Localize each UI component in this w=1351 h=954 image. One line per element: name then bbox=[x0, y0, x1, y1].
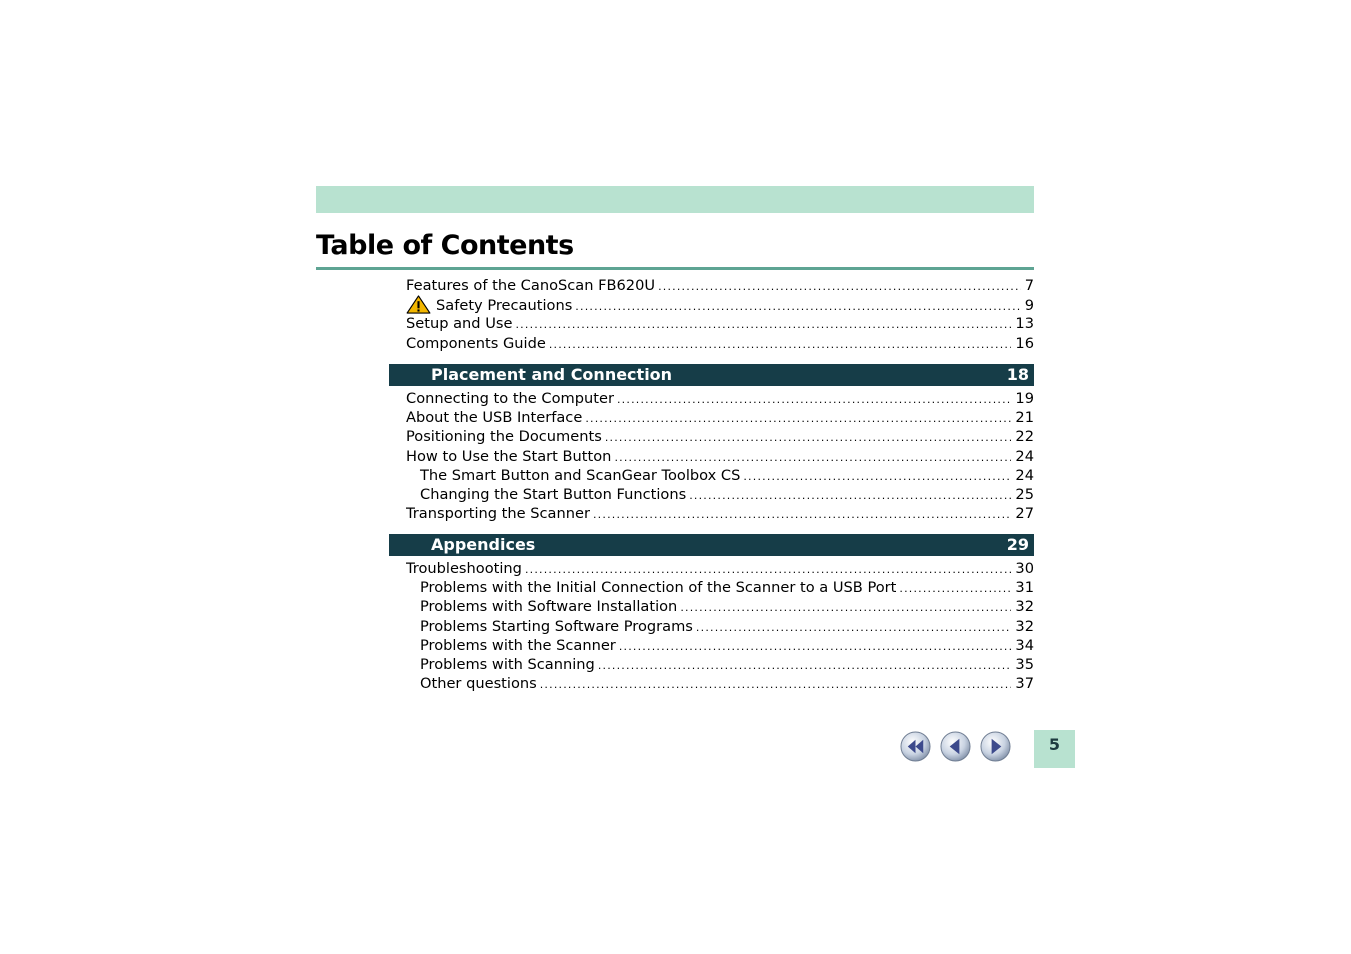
toc-entry-text: Safety Precautions bbox=[436, 297, 573, 315]
toc-entry-page: 32 bbox=[1015, 617, 1034, 635]
toc-entry-text: Other questions bbox=[420, 675, 537, 693]
toc-entry[interactable] bbox=[406, 597, 1034, 616]
dot-leader bbox=[540, 675, 1012, 693]
dot-leader bbox=[617, 390, 1011, 408]
toc-entry-page: 13 bbox=[1015, 315, 1034, 333]
dot-leader bbox=[549, 335, 1012, 353]
toc-entry-label bbox=[420, 597, 677, 616]
toc-entry[interactable] bbox=[406, 408, 1034, 427]
toc-entry-page: 32 bbox=[1015, 598, 1034, 616]
page-navigation bbox=[900, 731, 1011, 762]
toc-entry-label bbox=[420, 636, 616, 655]
toc-entry-page: 7 bbox=[1024, 277, 1034, 294]
toc-entry-page: 16 bbox=[1015, 334, 1034, 352]
dot-leader bbox=[575, 297, 1020, 314]
toc-entry-text: Troubleshooting bbox=[406, 560, 522, 577]
toc-entry[interactable] bbox=[406, 655, 1034, 674]
toc-entry-page: 27 bbox=[1015, 505, 1034, 523]
dot-leader bbox=[658, 277, 1021, 295]
toc-entry-label bbox=[420, 617, 693, 636]
toc-entry-text: Setup and Use bbox=[406, 315, 513, 333]
section-label: Placement and Connection bbox=[431, 365, 673, 384]
toc-group-placement bbox=[406, 389, 1034, 523]
dot-leader bbox=[605, 428, 1012, 446]
toc-entry-text: How to Use the Start Button bbox=[406, 447, 612, 465]
dot-leader bbox=[619, 637, 1012, 655]
toc-entry-label bbox=[420, 578, 896, 597]
next-page-icon[interactable] bbox=[980, 731, 1011, 762]
toc-entry-page: 24 bbox=[1015, 466, 1034, 484]
previous-page-icon[interactable] bbox=[940, 731, 971, 762]
dot-leader bbox=[593, 505, 1011, 523]
toc-entry-text: About the USB Interface bbox=[406, 409, 583, 427]
toc-entry[interactable] bbox=[406, 636, 1034, 655]
toc-entry-page: 24 bbox=[1015, 447, 1034, 465]
toc-entry[interactable] bbox=[406, 578, 1034, 597]
toc-entry-label bbox=[420, 674, 537, 693]
page-number: 5 bbox=[1048, 735, 1061, 754]
toc-entry[interactable] bbox=[406, 485, 1034, 504]
dot-leader bbox=[899, 579, 1011, 597]
dot-leader bbox=[696, 618, 1012, 636]
toc-entry-label bbox=[406, 314, 512, 333]
toc-entry-label bbox=[406, 559, 522, 578]
toc-entry[interactable] bbox=[406, 447, 1034, 466]
toc-entry-label bbox=[420, 485, 686, 504]
first-page-icon[interactable] bbox=[900, 731, 931, 762]
toc-entry-text: The Smart Button and ScanGear Toolbox CS bbox=[420, 466, 741, 484]
toc-entry-page: 34 bbox=[1015, 636, 1034, 654]
section-label: Appendices bbox=[431, 535, 536, 554]
toc-entry[interactable] bbox=[406, 295, 1034, 314]
dot-leader bbox=[743, 467, 1011, 485]
page-title: Table of Contents bbox=[316, 230, 574, 261]
header-band bbox=[316, 186, 1034, 213]
toc-entry-page: 30 bbox=[1015, 560, 1034, 577]
toc-entry[interactable] bbox=[406, 276, 1034, 295]
toc-entry-text: Components Guide bbox=[406, 334, 546, 352]
dot-leader bbox=[614, 448, 1011, 466]
toc-entry-text: Problems Starting Software Programs bbox=[420, 617, 693, 635]
toc-entry[interactable] bbox=[406, 466, 1034, 485]
toc-entry-label bbox=[406, 334, 546, 353]
toc-entry-label bbox=[406, 504, 590, 523]
toc-entry-label bbox=[420, 466, 740, 485]
section-header-placement[interactable] bbox=[389, 364, 1034, 386]
toc-entry-page: 21 bbox=[1015, 409, 1034, 427]
toc-entry-page: 9 bbox=[1024, 297, 1034, 315]
toc-entry-label bbox=[406, 276, 655, 295]
toc-entry-page: 25 bbox=[1015, 485, 1034, 503]
toc-entry-text: Positioning the Documents bbox=[406, 428, 602, 446]
warning-icon bbox=[406, 295, 431, 314]
toc-entry[interactable] bbox=[406, 504, 1034, 523]
toc-entry[interactable] bbox=[406, 674, 1034, 693]
toc-entry[interactable] bbox=[406, 427, 1034, 446]
toc-entry[interactable] bbox=[406, 559, 1034, 578]
dot-leader bbox=[689, 486, 1011, 504]
toc-entry-page: 37 bbox=[1015, 675, 1034, 693]
toc-entry[interactable] bbox=[406, 314, 1034, 333]
toc-entry-text: Transporting the Scanner bbox=[406, 505, 590, 523]
toc-entry-label bbox=[406, 295, 572, 314]
toc-entry-text: Changing the Start Button Functions bbox=[420, 485, 687, 503]
section-header-appendices[interactable] bbox=[389, 534, 1034, 556]
toc-group-intro bbox=[406, 276, 1034, 353]
dot-leader bbox=[525, 560, 1011, 578]
dot-leader bbox=[515, 315, 1011, 333]
section-page: 18 bbox=[1006, 365, 1029, 384]
toc-entry-text: Connecting to the Computer bbox=[406, 390, 614, 407]
toc-entry-text: Problems with the Initial Connection of the Scanner to a USB Port bbox=[420, 579, 897, 597]
toc-entry[interactable] bbox=[406, 389, 1034, 408]
toc-entry-text: Problems with Software Installation bbox=[420, 598, 678, 616]
toc-entry-page: 19 bbox=[1015, 390, 1034, 407]
dot-leader bbox=[585, 409, 1011, 427]
dot-leader bbox=[598, 656, 1012, 674]
title-underline bbox=[316, 267, 1034, 270]
toc-entry-label bbox=[406, 427, 602, 446]
toc-entry-label bbox=[406, 389, 614, 408]
toc-entry-label bbox=[406, 408, 582, 427]
toc-entry-label bbox=[420, 655, 595, 674]
toc-entry-page: 31 bbox=[1015, 579, 1034, 597]
page-number-box bbox=[1034, 730, 1075, 768]
toc-group-appendices bbox=[406, 559, 1034, 693]
toc-entry[interactable] bbox=[406, 617, 1034, 636]
toc-entry-page: 35 bbox=[1015, 655, 1034, 673]
section-page: 29 bbox=[1006, 535, 1029, 554]
toc-entry-page: 22 bbox=[1015, 428, 1034, 446]
toc-entry[interactable] bbox=[406, 334, 1034, 353]
toc-entry-text: Features of the CanoScan FB620U bbox=[406, 277, 656, 294]
toc-entry-label bbox=[406, 447, 611, 466]
dot-leader bbox=[680, 598, 1011, 616]
toc-entry-text: Problems with Scanning bbox=[420, 655, 595, 673]
toc-entry-text: Problems with the Scanner bbox=[420, 636, 616, 654]
